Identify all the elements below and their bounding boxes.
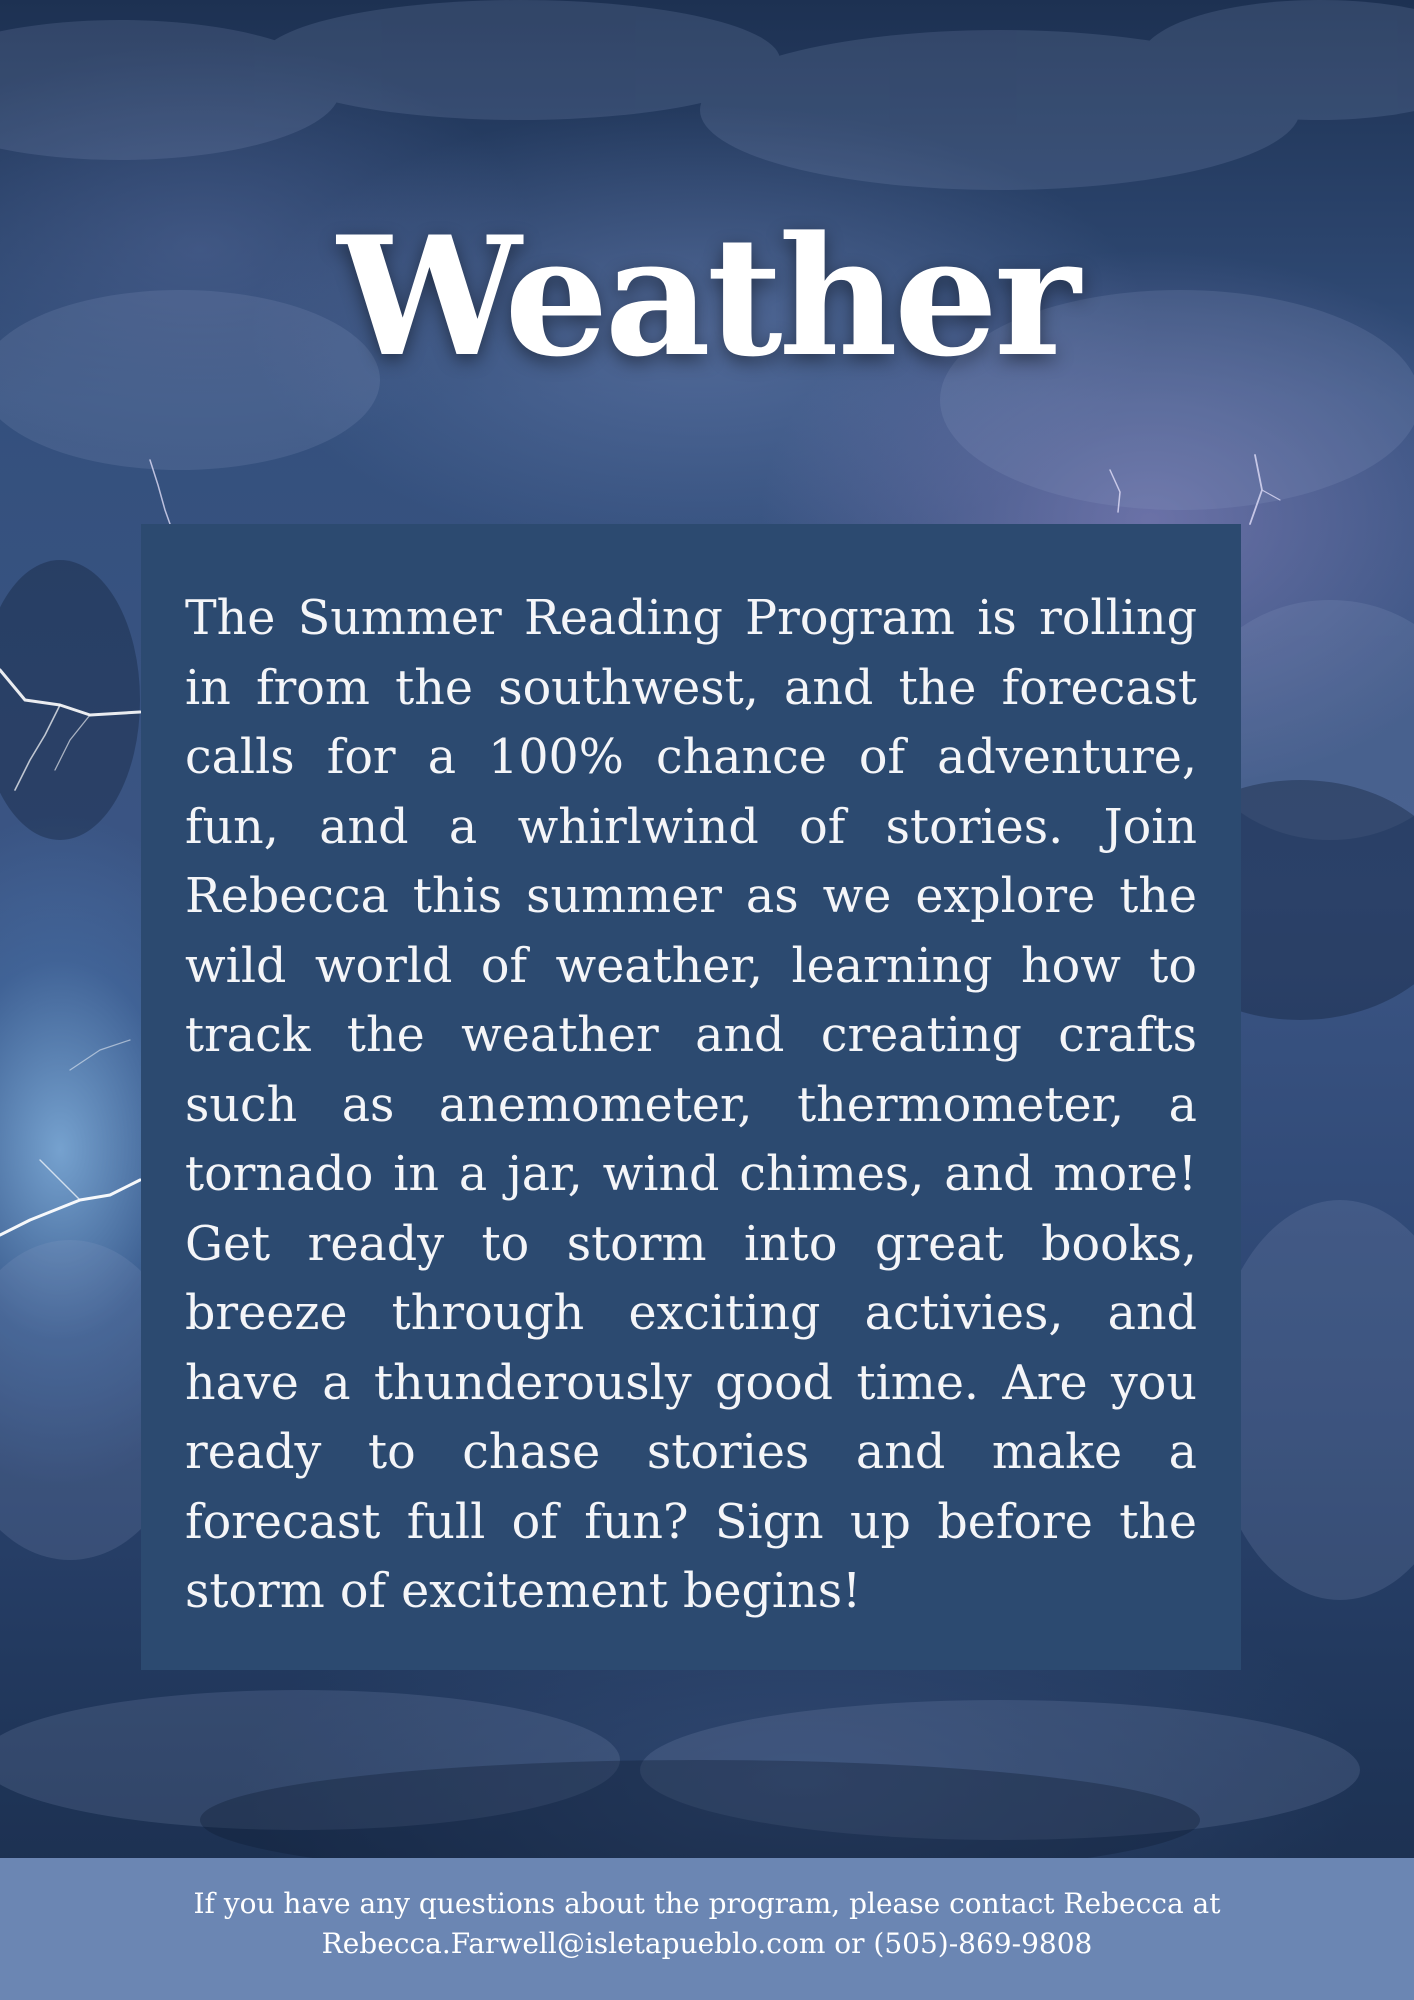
page-title: Weather xyxy=(337,200,1077,393)
program-description: The Summer Reading Program is rolling in from the southwest, and the forecast calls for a 100% chance of adventure, fun, and a whirlwind of stories. Join Rebecca this summer as we explore the wild world of weather, learning how to track the weather and creating crafts such as anemometer, thermometer, a tornado in a jar, wind chimes, and more! Get ready to storm into great books, breeze through exciting activies, and have a thunderously good time. Are you ready to chase stories and make a forecast full of fun? Sign up before the storm of excitement begins! xyxy=(185,591,1197,1619)
description-panel xyxy=(141,524,1241,1670)
contact-details: Rebecca.Farwell@isletapueblo.com or (505)-869-9808 xyxy=(321,1927,1093,1960)
contact-text: If you have any questions about the program, please contact Rebecca at xyxy=(193,1887,1221,1920)
contact-footer xyxy=(0,1858,1414,2000)
